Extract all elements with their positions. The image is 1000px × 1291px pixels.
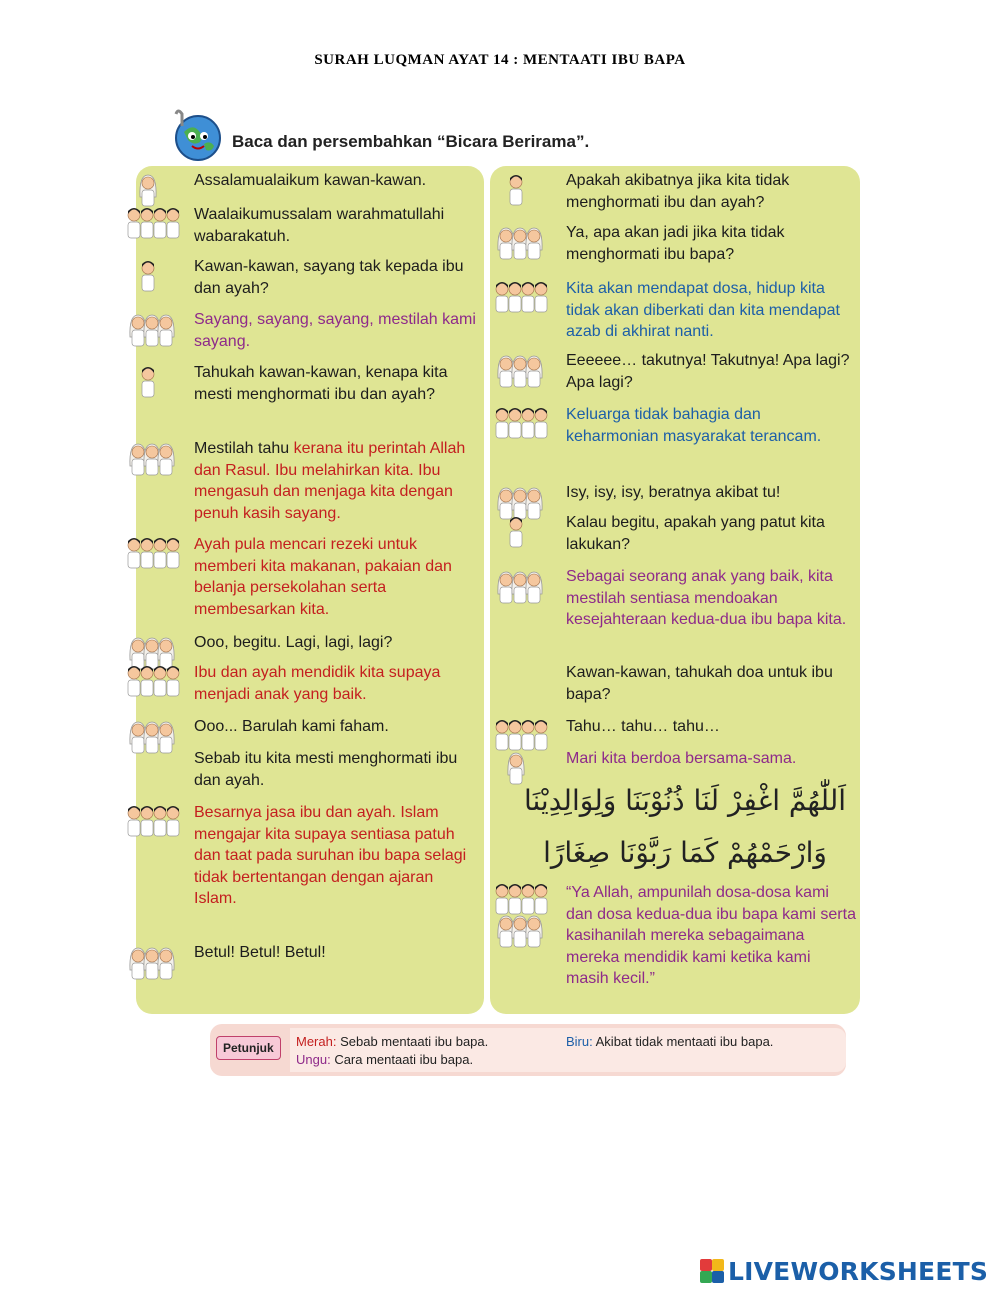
dialogue-segment: Kawan-kawan, tahukah doa untuk ibu bapa? [566, 664, 833, 703]
dialogue-segment: “Ya Allah, ampunilah dosa-dosa kami dan dosa kedua-dua ibu bapa kami serta kasihanilah mereka sebagaimana mereka mendidik kami ketika kami masih kecil.” [566, 884, 856, 987]
dialogue-segment: Sayang, sayang, sayang, mestilah kami sayang. [194, 311, 476, 350]
speaker-girls-icon [126, 309, 184, 352]
legend-blue-text: Akibat tidak mentaati ibu bapa. [592, 1034, 774, 1049]
dialogue-segment: Betul! Betul! Betul! [194, 944, 326, 961]
dialogue-line [494, 404, 856, 447]
legend-blue-key: Biru: [566, 1034, 593, 1049]
arabic-prayer-line-1: اَللّٰهُمَّ اغْفِرْ لَنَا ذُنُوْبَنَا وَلِوَالِدِيْنَا [523, 784, 847, 817]
dialogue-segment: Ibu dan ayah mendidik kita supaya menjadi anak yang baik. [194, 664, 441, 703]
dialogue-line [126, 204, 476, 247]
dialogue-text [566, 566, 856, 631]
speaker-girls-icon [126, 942, 184, 985]
legend-purple-text: Cara mentaati ibu bapa. [330, 1052, 474, 1067]
speaker-boys-icon [494, 404, 552, 447]
dialogue-text [194, 802, 476, 910]
legend-purple [296, 1052, 473, 1067]
dialogue-text [194, 632, 476, 654]
speaker-girls-icon [126, 438, 184, 481]
dialogue-text [194, 716, 476, 738]
dialogue-line [126, 748, 476, 791]
dialogue-line [494, 716, 856, 738]
intro-banner [168, 104, 868, 164]
dialogue-line [126, 632, 476, 654]
dialogue-line [126, 362, 476, 405]
dialogue-text [194, 662, 476, 705]
dialogue-text [194, 438, 476, 524]
dialogue-text [194, 256, 476, 299]
dialogue-text [194, 942, 476, 964]
speaker-boys-icon [494, 278, 552, 321]
dialogue-text [194, 534, 476, 620]
dialogue-line [494, 482, 856, 504]
dialogue-line [126, 662, 476, 705]
speaker-boys-icon [126, 204, 184, 247]
legend-red-text: Sebab mentaati ibu bapa. [336, 1034, 489, 1049]
dialogue-segment: Kita akan mendapat dosa, hidup kita tidak akan diberkati dan kita mendapat azab di akhirat nanti. [566, 280, 840, 340]
dialogue-line [494, 222, 856, 265]
dialogue-text [566, 512, 856, 555]
dialogue-line [494, 278, 856, 343]
legend-box [210, 1024, 846, 1076]
speaker-boys-icon [126, 534, 184, 577]
dialogue-segment: Sebab itu kita mesti menghormati ibu dan ayah. [194, 750, 458, 789]
dialogue-segment: Isy, isy, isy, beratnya akibat tu! [566, 484, 781, 501]
liveworksheets-logo-icon [700, 1259, 724, 1283]
speaker-all-icon [494, 882, 552, 959]
dialogue-segment: Ayah pula mencari rezeki untuk memberi kita makanan, pakaian dan belanja persekolahan serta membesarkan kita. [194, 536, 452, 618]
dialogue-segment: kerana itu perintah Allah dan Rasul. Ibu melahirkan kita. Ibu mengasuh dan menjaga kita dengan penuh kasih sayang. [194, 440, 466, 522]
dialogue-text [566, 882, 856, 990]
dialogue-line [126, 716, 476, 738]
dialogue-line [494, 748, 856, 770]
speaker-boy-icon [494, 512, 552, 555]
speaker-boy-icon [126, 256, 184, 299]
intro-instruction: Baca dan persembahkan “Bicara Berirama”. [232, 132, 590, 151]
dialogue-segment: Kalau begitu, apakah yang patut kita lakukan? [566, 514, 825, 553]
globe-mascot-icon [168, 104, 228, 164]
dialogue-line [494, 566, 856, 631]
dialogue-line [126, 309, 476, 352]
legend-blue [566, 1034, 773, 1049]
liveworksheets-brand[interactable] [700, 1256, 988, 1286]
speaker-girls-icon [494, 350, 552, 393]
dialogue-text [566, 748, 856, 770]
legend-red [296, 1034, 488, 1049]
dialogue-line [494, 170, 856, 213]
dialogue-segment: Keluarga tidak bahagia dan keharmonian masyarakat terancam. [566, 406, 822, 445]
dialogue-line [126, 438, 476, 524]
dialogue-segment: Assalamualaikum kawan-kawan. [194, 172, 427, 189]
dialogue-line [494, 882, 856, 990]
dialogue-line [494, 662, 856, 705]
dialogue-segment: Ooo, begitu. Lagi, lagi, lagi? [194, 634, 393, 651]
page-title: SURAH LUQMAN AYAT 14 : MENTAATI IBU BAPA [314, 52, 686, 68]
dialogue-line [126, 942, 476, 964]
dialogue-segment: Waalaikumussalam warahmatullahi wabarakatuh. [194, 206, 445, 245]
dialogue-text [566, 716, 856, 738]
brand-text: LIVEWORKSHEETS [728, 1256, 989, 1286]
dialogue-line [494, 350, 856, 393]
speaker-girls-icon [494, 222, 552, 265]
dialogue-text [566, 278, 856, 343]
dialogue-segment: Tahu… tahu… tahu… [566, 718, 720, 735]
dialogue-line [126, 534, 476, 620]
dialogue-text [566, 662, 856, 705]
dialogue-text [566, 482, 856, 504]
dialogue-text [566, 350, 856, 393]
dialogue-segment: Eeeeee… takutnya! Takutnya! Apa lagi? Apa lagi? [566, 352, 850, 391]
speaker-girls-icon [494, 566, 552, 609]
dialogue-segment: Ooo... Barulah kami faham. [194, 718, 389, 735]
dialogue-text [566, 222, 856, 265]
dialogue-text [194, 362, 476, 405]
legend-red-key: Merah: [296, 1034, 337, 1049]
speaker-boy-icon [494, 170, 552, 213]
dialogue-text [566, 170, 856, 213]
dialogue-segment: Besarnya jasa ibu dan ayah. Islam mengajar kita supaya sentiasa patuh dan taat pada suruhan ibu bapa selagi tidak bertentangan dengan ajaran Islam. [194, 804, 467, 907]
dialogue-text [194, 748, 476, 791]
dialogue-segment: Apakah akibatnya jika kita tidak menghormati ibu dan ayah? [566, 172, 790, 211]
dialogue-line [494, 512, 856, 555]
legend-purple-key: Ungu: [296, 1052, 331, 1067]
dialogue-text [194, 170, 476, 192]
arabic-prayer-line-2: وَارْحَمْهُمْ كَمَا رَبَّوْنَا صِغَارًا [543, 836, 827, 869]
dialogue-line [126, 170, 476, 192]
dialogue-text [194, 309, 476, 352]
dialogue-text [194, 204, 476, 247]
legend-body [290, 1028, 846, 1072]
dialogue-line [126, 802, 476, 910]
dialogue-text [566, 404, 856, 447]
dialogue-segment: Tahukah kawan-kawan, kenapa kita mesti menghormati ibu dan ayah? [194, 364, 448, 403]
dialogue-line [126, 256, 476, 299]
speaker-boys-icon [126, 802, 184, 845]
legend-label: Petunjuk [216, 1036, 281, 1060]
dialogue-segment: Sebagai seorang anak yang baik, kita mestilah sentiasa mendoakan kesejahteraan kedua-dua ibu bapa kita. [566, 568, 847, 628]
speaker-boys-icon [126, 662, 184, 705]
dialogue-segment: Kawan-kawan, sayang tak kepada ibu dan ayah? [194, 258, 464, 297]
speaker-boy-icon [126, 362, 184, 405]
dialogue-segment: Mari kita berdoa bersama-sama. [566, 750, 797, 767]
dialogue-segment: Mestilah tahu [194, 440, 294, 457]
dialogue-segment: Ya, apa akan jadi jika kita tidak menghormati ibu bapa? [566, 224, 785, 263]
